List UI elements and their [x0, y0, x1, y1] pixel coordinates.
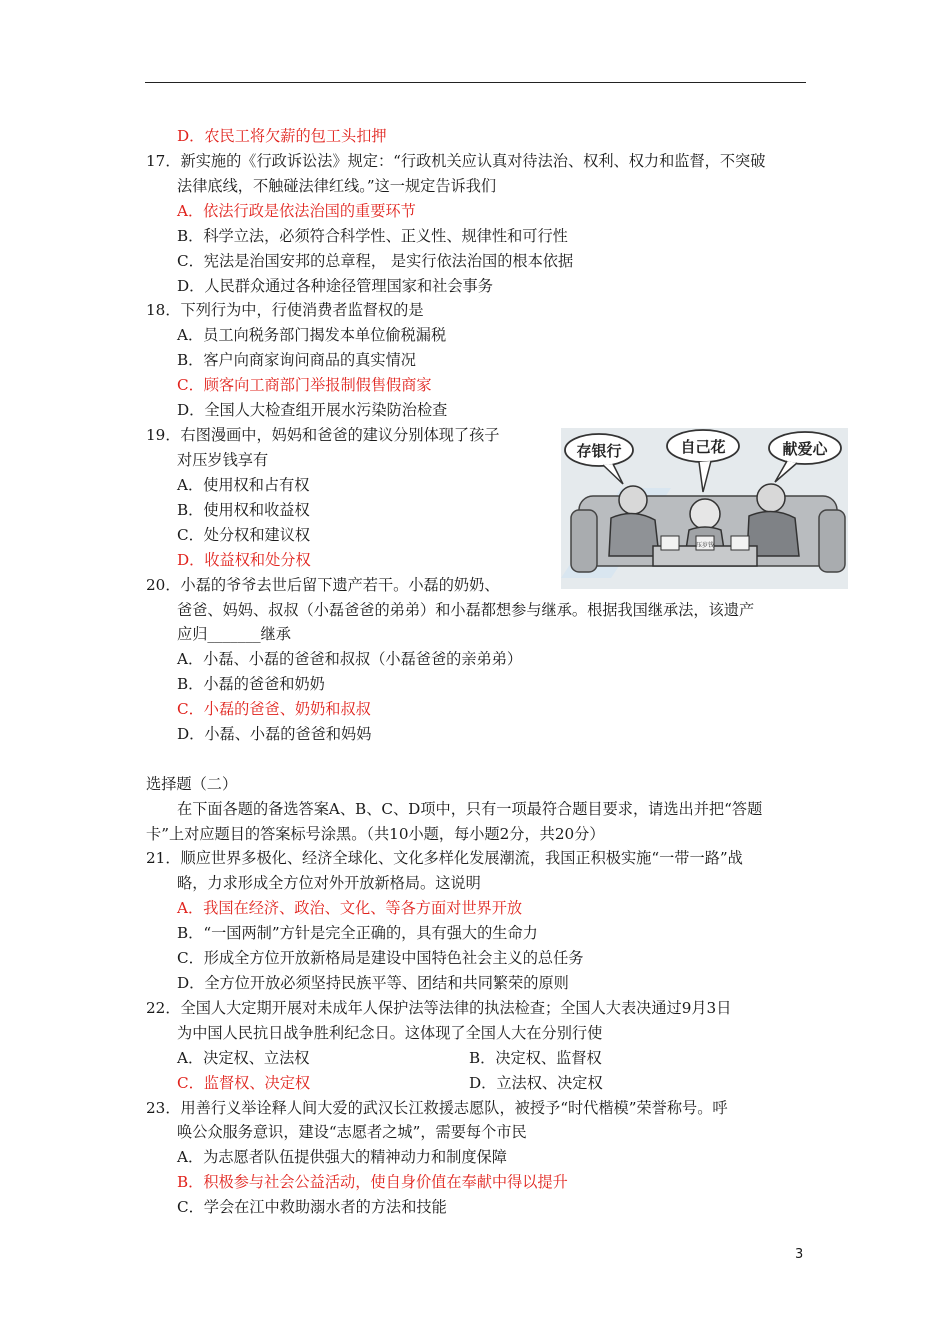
q20-option-c: C．小磊的爸爸、奶奶和叔叔 [177, 700, 371, 718]
q23-option-b: B．积极参与社会公益活动，使自身价值在奉献中得以提升 [177, 1173, 568, 1191]
cartoon-image [561, 428, 848, 589]
q17-stem-line2: 法律底线，不触碰法律红线。”这一规定告诉我们 [177, 177, 497, 195]
q17-option-a: A．依法行政是依法治国的重要环节 [177, 202, 416, 220]
q20-stem-line1: 20．小磊的爷爷去世后留下遗产若干。小磊的奶奶、 [146, 576, 500, 594]
q17-stem-line1: 17．新实施的《行政诉讼法》规定：“行政机关应认真对待法治、权利、权力和监督，不突破 [146, 152, 766, 170]
q18-option-b: B．客户向商家询问商品的真实情况 [177, 351, 416, 369]
section-instruction-line2: 卡”上对应题目的答案标号涂黑。（共10小题，每小题2分，共20分） [146, 825, 605, 843]
q19-option-b: B．使用权和收益权 [177, 501, 310, 519]
bubble-save-bank: 存银行 [576, 442, 622, 460]
q20-option-a: A．小磊、小磊的爸爸和叔叔（小磊爸爸的亲弟弟） [177, 650, 523, 668]
header-rule [145, 82, 806, 83]
q19-stem-line1: 19．右图漫画中，妈妈和爸爸的建议分别体现了孩子 [146, 426, 500, 444]
father-figure [757, 484, 785, 512]
q22-option-d: D．立法权、决定权 [469, 1074, 603, 1092]
q23-option-a: A．为志愿者队伍提供强大的精神动力和制度保障 [177, 1148, 507, 1166]
q21-stem-line1: 21．顺应世界多极化、经济全球化、文化多样化发展潮流，我国正积极实施“一带一路”战 [146, 849, 743, 867]
box-label: 压岁钱 [695, 542, 715, 549]
q17-option-d: D．人民群众通过各种途径管理国家和社会事务 [177, 277, 493, 295]
q18-option-c: C．顾客向工商部门举报制假售假商家 [177, 376, 432, 394]
page-number: 3 [795, 1247, 804, 1262]
q20-stem-line2: 爸爸、妈妈、叔叔（小磊爸爸的弟弟）和小磊都想参与继承。根据我国继承法，该遗产 [177, 601, 755, 619]
q19-option-a: A．使用权和占有权 [177, 476, 310, 494]
q20-stem-line3: 应归_______继承 [177, 625, 291, 643]
section-instruction-line1: 在下面各题的备选答案A、B、C、D项中，只有一项最符合题目要求，请选出并把“答题 [177, 800, 763, 818]
bubble-donate: 献爱心 [782, 440, 828, 458]
q22-option-b: B．决定权、监督权 [469, 1049, 602, 1067]
q22-stem-line2: 为中国人民抗日战争胜利纪念日。这体现了全国人大在分别行使 [177, 1024, 603, 1042]
q21-stem-line2: 略，力求形成全方位对外开放新格局。这说明 [177, 874, 481, 892]
q17-option-c: C．宪法是治国安邦的总章程， 是实行依法治国的根本依据 [177, 252, 574, 270]
q18-option-d: D．全国人大检查组开展水污染防治检查 [177, 401, 448, 419]
q23-stem-line2: 唤公众服务意识，建设“志愿者之城”，需要每个市民 [177, 1123, 527, 1141]
q18-stem: 18．下列行为中，行使消费者监督权的是 [146, 301, 424, 319]
q16-option-d: D．农民工将欠薪的包工头扣押 [177, 127, 387, 145]
q19-option-c: C．处分权和建议权 [177, 526, 311, 544]
q20-option-b: B．小磊的爸爸和奶奶 [177, 675, 325, 693]
q21-option-a: A．我国在经济、政治、文化、等各方面对世界开放 [177, 899, 523, 917]
q22-option-c: C．监督权、决定权 [177, 1074, 311, 1092]
bubble-spend-self: 自己花 [680, 438, 726, 456]
q21-option-d: D．全方位开放必须坚持民族平等、团结和共同繁荣的原则 [177, 974, 569, 992]
q19-option-d: D．收益权和处分权 [177, 551, 311, 569]
section-title: 选择题（二） [146, 775, 238, 793]
q17-option-b: B．科学立法，必须符合科学性、正义性、规律性和可行性 [177, 227, 568, 245]
q21-option-c: C．形成全方位开放新格局是建设中国特色社会主义的总任务 [177, 949, 584, 967]
child-figure [690, 499, 720, 529]
mother-figure [619, 486, 647, 514]
q19-stem-line2: 对压岁钱享有 [177, 451, 269, 469]
q23-option-c: C．学会在江中救助溺水者的方法和技能 [177, 1198, 447, 1216]
q21-option-b: B．“一国两制”方针是完全正确的，具有强大的生命力 [177, 924, 538, 942]
q23-stem-line1: 23．用善行义举诠释人间大爱的武汉长江救援志愿队，被授予“时代楷模”荣誉称号。呼 [146, 1099, 728, 1117]
q20-option-d: D．小磊、小磊的爸爸和妈妈 [177, 725, 372, 743]
q22-stem-line1: 22．全国人大定期开展对未成年人保护法等法律的执法检查；全国人大表决通过9月3日 [146, 999, 732, 1017]
q22-option-a: A．决定权、立法权 [177, 1049, 310, 1067]
q18-option-a: A．员工向税务部门揭发本单位偷税漏税 [177, 326, 447, 344]
